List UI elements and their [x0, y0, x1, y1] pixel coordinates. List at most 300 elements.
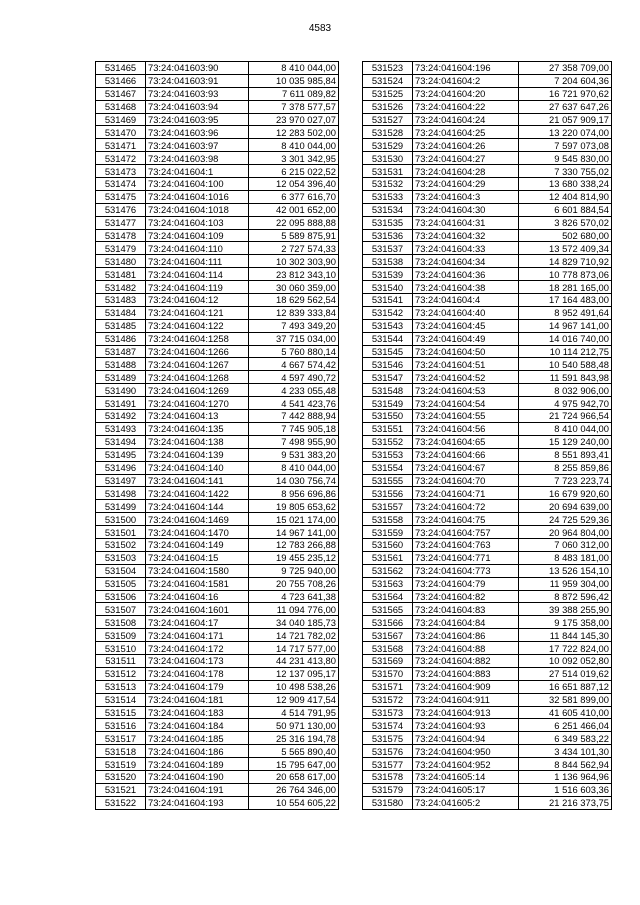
cadastral-number-cell: 73:24:041603:96 [146, 126, 249, 139]
cadastral-number-cell: 73:24:041604:67 [413, 461, 519, 474]
cadastral-number-cell: 73:24:041604:121 [146, 306, 249, 319]
cadastral-number-cell: 73:24:041604:109 [146, 229, 249, 242]
value-cell: 11 094 776,00 [249, 603, 339, 616]
value-cell: 18 281 165,00 [519, 281, 612, 294]
value-cell: 18 629 562,54 [249, 294, 339, 307]
value-cell: 15 129 240,00 [519, 435, 612, 448]
cadastral-number-cell: 73:24:041604:882 [413, 654, 519, 667]
cadastral-number-cell: 73:24:041604:12 [146, 294, 249, 307]
table-row [96, 448, 339, 461]
record-id-cell: 531516 [96, 719, 146, 732]
cadastral-number-cell: 73:24:041603:94 [146, 100, 249, 113]
record-id-cell: 531543 [363, 319, 413, 332]
value-cell: 4 233 055,48 [249, 384, 339, 397]
value-cell: 8 410 044,00 [249, 461, 339, 474]
cadastral-number-cell: 73:24:041604:1469 [146, 513, 249, 526]
value-cell: 4 723 641,38 [249, 590, 339, 603]
record-id-cell: 531570 [363, 667, 413, 680]
table-row [363, 487, 612, 500]
cadastral-number-cell: 73:24:041604:38 [413, 281, 519, 294]
cadastral-number-cell: 73:24:041604:72 [413, 500, 519, 513]
cadastral-number-cell: 73:24:041604:88 [413, 642, 519, 655]
table-row [96, 654, 339, 667]
record-id-cell: 531475 [96, 190, 146, 203]
record-id-cell: 531493 [96, 422, 146, 435]
cadastral-number-cell: 73:24:041604:29 [413, 178, 519, 191]
cadastral-number-cell: 73:24:041604:30 [413, 203, 519, 216]
table-row [96, 474, 339, 487]
record-id-cell: 531473 [96, 165, 146, 178]
table-row [363, 384, 612, 397]
table-row [96, 74, 339, 87]
cadastral-number-cell: 73:24:041604:1016 [146, 190, 249, 203]
value-cell: 8 952 491,64 [519, 306, 612, 319]
table-row [363, 74, 612, 87]
table-row [363, 62, 612, 75]
value-cell: 7 060 312,00 [519, 538, 612, 551]
table-row [363, 242, 612, 255]
cadastral-number-cell: 73:24:041604:22 [413, 100, 519, 113]
cadastral-number-cell: 73:24:041604:55 [413, 410, 519, 423]
record-id-cell: 531489 [96, 371, 146, 384]
cadastral-number-cell: 73:24:041604:26 [413, 139, 519, 152]
cadastral-number-cell: 73:24:041604:110 [146, 242, 249, 255]
value-cell: 8 844 562,94 [519, 758, 612, 771]
table-row [96, 345, 339, 358]
value-cell: 10 778 873,06 [519, 268, 612, 281]
table-row [363, 616, 612, 629]
cadastral-number-cell: 73:24:041604:16 [146, 590, 249, 603]
record-id-cell: 531551 [363, 422, 413, 435]
table-row [363, 783, 612, 796]
record-id-cell: 531520 [96, 770, 146, 783]
record-id-cell: 531554 [363, 461, 413, 474]
record-id-cell: 531557 [363, 500, 413, 513]
record-id-cell: 531517 [96, 732, 146, 745]
table-row [363, 732, 612, 745]
table-row [363, 693, 612, 706]
table-row [96, 732, 339, 745]
table-row [363, 255, 612, 268]
table-row [96, 603, 339, 616]
table-row [363, 190, 612, 203]
record-id-cell: 531533 [363, 190, 413, 203]
table-row [96, 538, 339, 551]
table-row [96, 487, 339, 500]
cadastral-number-cell: 73:24:041604:70 [413, 474, 519, 487]
record-id-cell: 531536 [363, 229, 413, 242]
value-cell: 3 826 570,02 [519, 216, 612, 229]
value-cell: 16 721 970,62 [519, 87, 612, 100]
value-cell: 27 637 647,26 [519, 100, 612, 113]
table-row [363, 165, 612, 178]
value-cell: 20 694 639,00 [519, 500, 612, 513]
cadastral-number-cell: 73:24:041604:53 [413, 384, 519, 397]
cadastral-number-cell: 73:24:041604:1 [146, 165, 249, 178]
value-cell: 11 959 304,00 [519, 577, 612, 590]
value-cell: 25 316 194,78 [249, 732, 339, 745]
record-id-cell: 531550 [363, 410, 413, 423]
table-row [96, 255, 339, 268]
value-cell: 34 040 185,73 [249, 616, 339, 629]
table-row [363, 319, 612, 332]
record-id-cell: 531548 [363, 384, 413, 397]
value-cell: 20 658 617,00 [249, 770, 339, 783]
table-row [96, 410, 339, 423]
value-cell: 21 057 909,17 [519, 113, 612, 126]
table-row [96, 564, 339, 577]
record-id-cell: 531479 [96, 242, 146, 255]
table-row [96, 526, 339, 539]
table-row [96, 783, 339, 796]
value-cell: 13 526 154,10 [519, 564, 612, 577]
table-row [96, 139, 339, 152]
value-cell: 39 388 255,90 [519, 603, 612, 616]
table-row [96, 126, 339, 139]
record-id-cell: 531537 [363, 242, 413, 255]
table-row [363, 629, 612, 642]
record-id-cell: 531574 [363, 719, 413, 732]
cadastral-number-cell: 73:24:041604:32 [413, 229, 519, 242]
value-cell: 2 727 574,33 [249, 242, 339, 255]
table-row [96, 87, 339, 100]
table-row [96, 62, 339, 75]
table-row [363, 229, 612, 242]
table-row [96, 435, 339, 448]
value-cell: 6 349 583,22 [519, 732, 612, 745]
record-id-cell: 531503 [96, 551, 146, 564]
table-row [96, 281, 339, 294]
record-id-cell: 531486 [96, 332, 146, 345]
value-cell: 5 565 890,40 [249, 745, 339, 758]
table-row [96, 216, 339, 229]
cadastral-number-cell: 73:24:041605:14 [413, 770, 519, 783]
value-cell: 20 755 708,26 [249, 577, 339, 590]
right-table-body [363, 62, 612, 810]
table-row [363, 203, 612, 216]
cadastral-number-cell: 73:24:041604:66 [413, 448, 519, 461]
cadastral-number-cell: 73:24:041604:94 [413, 732, 519, 745]
record-id-cell: 531553 [363, 448, 413, 461]
record-id-cell: 531519 [96, 758, 146, 771]
value-cell: 13 572 409,34 [519, 242, 612, 255]
cadastral-number-cell: 73:24:041604:84 [413, 616, 519, 629]
value-cell: 12 283 502,00 [249, 126, 339, 139]
value-cell: 17 722 824,00 [519, 642, 612, 655]
value-cell: 10 114 212,75 [519, 345, 612, 358]
cadastral-number-cell: 73:24:041604:149 [146, 538, 249, 551]
record-id-cell: 531580 [363, 796, 413, 809]
cadastral-number-cell: 73:24:041604:65 [413, 435, 519, 448]
value-cell: 12 404 814,90 [519, 190, 612, 203]
value-cell: 13 220 074,00 [519, 126, 612, 139]
value-cell: 8 255 859,86 [519, 461, 612, 474]
cadastral-number-cell: 73:24:041604:31 [413, 216, 519, 229]
record-id-cell: 531566 [363, 616, 413, 629]
table-row [363, 642, 612, 655]
cadastral-number-cell: 73:24:041604:82 [413, 590, 519, 603]
value-cell: 50 971 130,00 [249, 719, 339, 732]
record-id-cell: 531501 [96, 526, 146, 539]
record-id-cell: 531484 [96, 306, 146, 319]
cadastral-number-cell: 73:24:041604:111 [146, 255, 249, 268]
record-id-cell: 531576 [363, 745, 413, 758]
record-id-cell: 531564 [363, 590, 413, 603]
value-cell: 7 597 073,08 [519, 139, 612, 152]
value-cell: 7 493 349,20 [249, 319, 339, 332]
record-id-cell: 531499 [96, 500, 146, 513]
table-row [96, 513, 339, 526]
table-row [363, 590, 612, 603]
record-id-cell: 531500 [96, 513, 146, 526]
value-cell: 12 783 266,88 [249, 538, 339, 551]
table-row [363, 513, 612, 526]
table-row [96, 397, 339, 410]
value-cell: 41 605 410,00 [519, 706, 612, 719]
value-cell: 42 001 652,00 [249, 203, 339, 216]
value-cell: 14 016 740,00 [519, 332, 612, 345]
record-id-cell: 531514 [96, 693, 146, 706]
cadastral-number-cell: 73:24:041604:20 [413, 87, 519, 100]
record-id-cell: 531552 [363, 435, 413, 448]
record-id-cell: 531569 [363, 654, 413, 667]
table-row [363, 345, 612, 358]
cadastral-number-cell: 73:24:041604:950 [413, 745, 519, 758]
cadastral-number-cell: 73:24:041604:71 [413, 487, 519, 500]
record-id-cell: 531522 [96, 796, 146, 809]
value-cell: 8 410 044,00 [249, 62, 339, 75]
record-id-cell: 531509 [96, 629, 146, 642]
record-id-cell: 531477 [96, 216, 146, 229]
table-row [96, 629, 339, 642]
cadastral-number-cell: 73:24:041604:173 [146, 654, 249, 667]
record-id-cell: 531527 [363, 113, 413, 126]
table-row [363, 680, 612, 693]
value-cell: 8 410 044,00 [519, 422, 612, 435]
table-row [363, 758, 612, 771]
value-cell: 30 060 359,00 [249, 281, 339, 294]
cadastral-number-cell: 73:24:041604:100 [146, 178, 249, 191]
table-row [363, 268, 612, 281]
record-id-cell: 531467 [96, 87, 146, 100]
record-id-cell: 531505 [96, 577, 146, 590]
record-id-cell: 531540 [363, 281, 413, 294]
value-cell: 15 021 174,00 [249, 513, 339, 526]
page-number: 4583 [308, 23, 332, 34]
record-id-cell: 531561 [363, 551, 413, 564]
value-cell: 1 516 603,36 [519, 783, 612, 796]
cadastral-number-cell: 73:24:041604:13 [146, 410, 249, 423]
cadastral-number-cell: 73:24:041603:95 [146, 113, 249, 126]
cadastral-number-cell: 73:24:041604:911 [413, 693, 519, 706]
value-cell: 9 175 358,00 [519, 616, 612, 629]
value-cell: 3 301 342,95 [249, 152, 339, 165]
cadastral-number-cell: 73:24:041604:28 [413, 165, 519, 178]
value-cell: 5 760 880,14 [249, 345, 339, 358]
record-id-cell: 531532 [363, 178, 413, 191]
value-cell: 4 597 490,72 [249, 371, 339, 384]
record-id-cell: 531547 [363, 371, 413, 384]
value-cell: 14 967 141,00 [519, 319, 612, 332]
value-cell: 14 829 710,92 [519, 255, 612, 268]
value-cell: 8 032 906,00 [519, 384, 612, 397]
value-cell: 22 095 888,88 [249, 216, 339, 229]
cadastral-number-cell: 73:24:041605:17 [413, 783, 519, 796]
table-row [96, 667, 339, 680]
value-cell: 17 164 483,00 [519, 294, 612, 307]
cadastral-number-cell: 73:24:041604:3 [413, 190, 519, 203]
cadastral-number-cell: 73:24:041604:4 [413, 294, 519, 307]
cadastral-number-cell: 73:24:041603:98 [146, 152, 249, 165]
cadastral-number-cell: 73:24:041604:1018 [146, 203, 249, 216]
record-id-cell: 531504 [96, 564, 146, 577]
record-id-cell: 531573 [363, 706, 413, 719]
value-cell: 23 970 027,07 [249, 113, 339, 126]
table-row [363, 126, 612, 139]
record-id-cell: 531497 [96, 474, 146, 487]
record-id-cell: 531490 [96, 384, 146, 397]
cadastral-number-cell: 73:24:041604:1422 [146, 487, 249, 500]
cadastral-number-cell: 73:24:041604:183 [146, 706, 249, 719]
value-cell: 11 591 843,98 [519, 371, 612, 384]
cadastral-number-cell: 73:24:041604:50 [413, 345, 519, 358]
table-row [96, 242, 339, 255]
value-cell: 27 358 709,00 [519, 62, 612, 75]
table-row [363, 706, 612, 719]
record-id-cell: 531529 [363, 139, 413, 152]
value-cell: 6 601 884,54 [519, 203, 612, 216]
table-row [96, 203, 339, 216]
cadastral-number-cell: 73:24:041604:184 [146, 719, 249, 732]
cadastral-number-cell: 73:24:041604:45 [413, 319, 519, 332]
record-id-cell: 531563 [363, 577, 413, 590]
left-table-body [96, 62, 339, 810]
value-cell: 7 611 089,82 [249, 87, 339, 100]
cadastral-number-cell: 73:24:041604:75 [413, 513, 519, 526]
value-cell: 10 302 303,90 [249, 255, 339, 268]
table-row [363, 461, 612, 474]
record-id-cell: 531577 [363, 758, 413, 771]
cadastral-number-cell: 73:24:041604:913 [413, 706, 519, 719]
record-id-cell: 531525 [363, 87, 413, 100]
cadastral-number-cell: 73:24:041605:2 [413, 796, 519, 809]
table-row [96, 332, 339, 345]
record-id-cell: 531578 [363, 770, 413, 783]
record-id-cell: 531488 [96, 358, 146, 371]
value-cell: 23 812 343,10 [249, 268, 339, 281]
table-row [96, 113, 339, 126]
table-row [363, 422, 612, 435]
record-id-cell: 531502 [96, 538, 146, 551]
record-id-cell: 531506 [96, 590, 146, 603]
table-row [363, 500, 612, 513]
record-id-cell: 531513 [96, 680, 146, 693]
cadastral-number-cell: 73:24:041604:52 [413, 371, 519, 384]
value-cell: 7 498 955,90 [249, 435, 339, 448]
cadastral-number-cell: 73:24:041604:763 [413, 538, 519, 551]
cadastral-number-cell: 73:24:041604:185 [146, 732, 249, 745]
cadastral-number-cell: 73:24:041604:186 [146, 745, 249, 758]
table-row [96, 693, 339, 706]
cadastral-number-cell: 73:24:041604:17 [146, 616, 249, 629]
right-registry-table [362, 61, 612, 810]
value-cell: 27 514 019,62 [519, 667, 612, 680]
cadastral-number-cell: 73:24:041604:1581 [146, 577, 249, 590]
record-id-cell: 531549 [363, 397, 413, 410]
cadastral-number-cell: 73:24:041604:25 [413, 126, 519, 139]
table-row [363, 152, 612, 165]
record-id-cell: 531465 [96, 62, 146, 75]
table-row [96, 500, 339, 513]
value-cell: 14 717 577,00 [249, 642, 339, 655]
value-cell: 16 679 920,60 [519, 487, 612, 500]
value-cell: 8 410 044,00 [249, 139, 339, 152]
cadastral-number-cell: 73:24:041604:103 [146, 216, 249, 229]
table-row [363, 435, 612, 448]
record-id-cell: 531510 [96, 642, 146, 655]
record-id-cell: 531507 [96, 603, 146, 616]
table-row [363, 796, 612, 809]
value-cell: 15 795 647,00 [249, 758, 339, 771]
record-id-cell: 531518 [96, 745, 146, 758]
record-id-cell: 531560 [363, 538, 413, 551]
record-id-cell: 531498 [96, 487, 146, 500]
record-id-cell: 531538 [363, 255, 413, 268]
record-id-cell: 531572 [363, 693, 413, 706]
table-row [96, 306, 339, 319]
record-id-cell: 531534 [363, 203, 413, 216]
table-row [96, 642, 339, 655]
cadastral-number-cell: 73:24:041603:97 [146, 139, 249, 152]
table-row [363, 371, 612, 384]
cadastral-number-cell: 73:24:041604:144 [146, 500, 249, 513]
record-id-cell: 531512 [96, 667, 146, 680]
record-id-cell: 531471 [96, 139, 146, 152]
value-cell: 19 455 235,12 [249, 551, 339, 564]
record-id-cell: 531495 [96, 448, 146, 461]
cadastral-number-cell: 73:24:041604:952 [413, 758, 519, 771]
record-id-cell: 531470 [96, 126, 146, 139]
cadastral-number-cell: 73:24:041604:56 [413, 422, 519, 435]
cadastral-number-cell: 73:24:041604:757 [413, 526, 519, 539]
record-id-cell: 531478 [96, 229, 146, 242]
record-id-cell: 531485 [96, 319, 146, 332]
cadastral-number-cell: 73:24:041604:93 [413, 719, 519, 732]
cadastral-number-cell: 73:24:041604:773 [413, 564, 519, 577]
value-cell: 1 136 964,96 [519, 770, 612, 783]
cadastral-number-cell: 73:24:041603:90 [146, 62, 249, 75]
record-id-cell: 531508 [96, 616, 146, 629]
record-id-cell: 531567 [363, 629, 413, 642]
value-cell: 4 541 423,76 [249, 397, 339, 410]
record-id-cell: 531481 [96, 268, 146, 281]
value-cell: 7 204 604,36 [519, 74, 612, 87]
cadastral-number-cell: 73:24:041604:178 [146, 667, 249, 680]
record-id-cell: 531496 [96, 461, 146, 474]
table-row [96, 229, 339, 242]
table-row [96, 590, 339, 603]
record-id-cell: 531565 [363, 603, 413, 616]
cadastral-number-cell: 73:24:041604:51 [413, 358, 519, 371]
value-cell: 11 844 145,30 [519, 629, 612, 642]
table-row [363, 745, 612, 758]
cadastral-number-cell: 73:24:041604:40 [413, 306, 519, 319]
value-cell: 26 764 346,00 [249, 783, 339, 796]
value-cell: 10 092 052,80 [519, 654, 612, 667]
value-cell: 21 724 966,54 [519, 410, 612, 423]
record-id-cell: 531535 [363, 216, 413, 229]
table-row [96, 190, 339, 203]
